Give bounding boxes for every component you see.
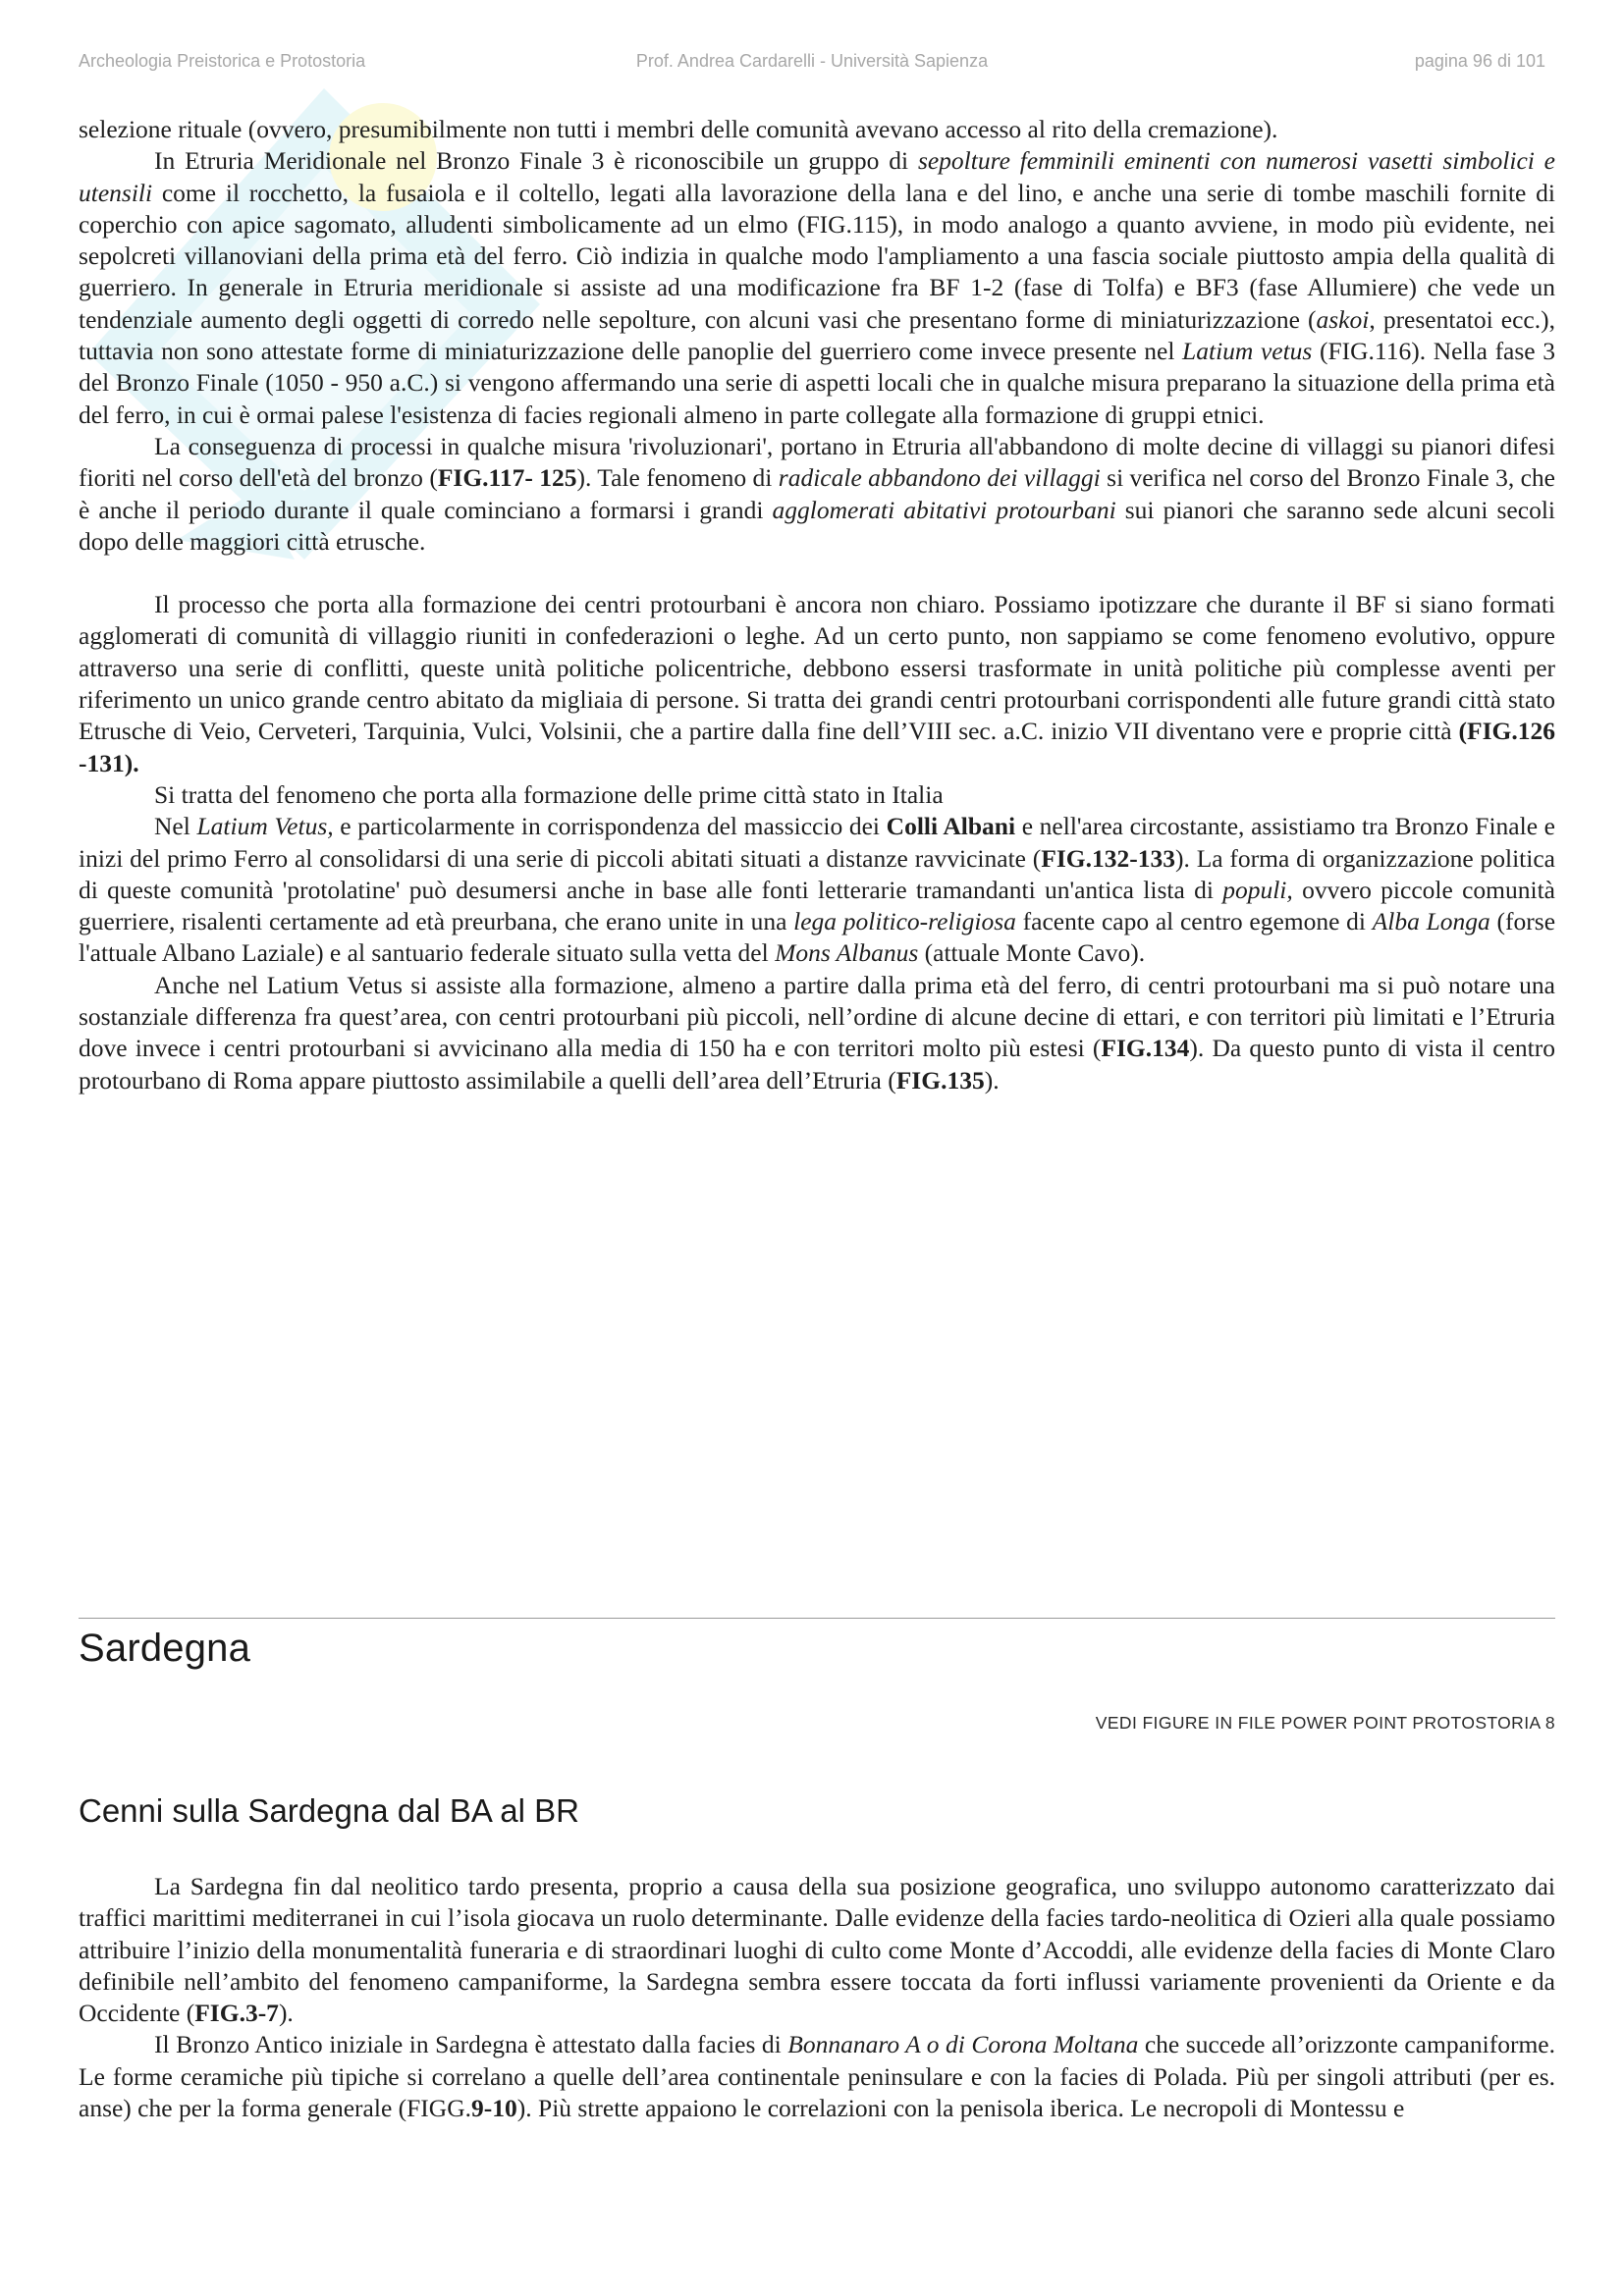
paragraph-9: Il Bronzo Antico iniziale in Sardegna è attestato dalla facies di Bonnanaro A o di Corona Moltana che succede all’orizzonte campaniforme. Le forme ceramiche più tipiche si correlano a quelle dell’area continentale peninsulare e con la facies di Polada. Più per singoli attributi (per es. anse) che per la forma generale (FIGG.9-10). Più strette appaiono le correlazioni con la penisola iberica. Le necropoli di Montessu e	[79, 2030, 1555, 2123]
paragraph-2: In Etruria Meridionale nel Bronzo Finale 3 è riconoscibile un gruppo di sepolture femminili eminenti con numerosi vasetti simbolici e utensili come il rocchetto, la fusaiola e il coltello, legati alla lavorazione della lana e del lino, e anche una serie di tombe maschili fornite di coperchio con apice sagomato, alludenti simbolicamente ad un elmo (FIG.115), in modo analogo a quanto avviene, in modo più evidente, nei sepolcreti villanoviani della prima età del ferro. Ciò indizia in qualche modo l'ampliamento a una fascia sociale piuttosto ampia della qualità di guerriero. In generale in Etruria meridionale si assiste ad una modificazione fra BF 1-2 (fase di Tolfa) e BF3 (fase Allumiere) che vede un tendenziale aumento degli oggetti di corredo nelle sepolture, con alcuni vasi che presentano forme di miniaturizzazione (askoi, presentatoi ecc.), tuttavia non sono attestate forme di miniaturizzazione delle panoplie del guerriero come invece presente nel Latium vetus (FIG.116). Nella fase 3 del Bronzo Finale (1050 - 950 a.C.) si vengono affermando una serie di aspetti locali che in qualche misura preparano la situazione della prima età del ferro, in cui è ormai palese l'esistenza di facies regionali almeno in parte collegate alla formazione di gruppi etnici.	[79, 146, 1555, 429]
paragraph-7: Anche nel Latium Vetus si assiste alla formazione, almeno a partire dalla prima età del ferro, di centri protourbani ma si può notare una sostanziale differenza fra quest’area, con centri protourbani più piccoli, nell’ordine di alcune decine di ettari, e con territori più limitati e l’Etruria dove invece i centri protourbani si avvicinano alla media di 150 ha e con territori molto più estesi (FIG.134). Da questo punto di vista il centro protourbano di Roma appare piuttosto assimilabile a quelli dell’area dell’Etruria (FIG.135).	[79, 970, 1556, 1095]
paragraph-1: selezione rituale (ovvero, presumibilmente non tutti i membri delle comunità avevano accesso al rito della cremazione).	[79, 115, 1278, 143]
subsection-title: Cenni sulla Sardegna dal BA al BR	[79, 1792, 579, 1829]
paragraph-8: La Sardegna fin dal neolitico tardo presenta, proprio a causa della sua posizione geografica, uno sviluppo autonomo caratterizzato dai traffici marittimi mediterranei in cui l’isola giocava un ruolo determinante. Dalle evidenze della facies tardo-neolitica di Ozieri alla quale possiamo attribuire l’inizio della monumentalità funeraria e di straordinari luoghi di culto come Monte d’Accoddi, alle evidenze della facies di Monte Claro definibile nell’ambito del fenomeno campaniforme, la Sardegna sembra essere toccata da forti influssi variamente provenienti da Oriente e da Occidente (FIG.3-7).	[79, 1872, 1555, 2028]
paragraph-3: La conseguenza di processi in qualche misura 'rivoluzionari', portano in Etruria all'abbandono di molte decine di villaggi su pianori difesi fioriti nel corso dell'età del bronzo (FIG.117- 125). Tale fenomeno di radicale abbandono dei villaggi si verifica nel corso del Bronzo Finale 3, che è anche il periodo durante il quale cominciano a formarsi i grandi agglomerati abitativi protourbani sui pianori che saranno sede alcuni secoli dopo delle maggiori città etrusche.	[79, 431, 1555, 556]
paragraph-4: Il processo che porta alla formazione dei centri protourbani è ancora non chiaro. Possiamo ipotizzare che durante il BF si siano formati agglomerati di comunità di villaggio riuniti in confederazioni o leghe. Ad un certo punto, non sappiamo se come fenomeno evolutivo, oppure attraverso una serie di conflitti, queste unità politiche policentriche, debbono essersi trasformate in unità politiche più complesse aventi per riferimento un unico grande centro abitato da migliaia di persone. Si tratta dei grandi centri protourbani corrispondenti alle future grandi città stato Etrusche di Veio, Cerveteri, Tarquinia, Vulci, Volsinii, che a partire dalla fine dell’VIII sec. a.C. inizio VII diventano vere e proprie città (FIG.126 -131).	[79, 590, 1555, 777]
body-text-bottom	[79, 1871, 1555, 2124]
header-author: Prof. Andrea Cardarelli - Università Sapienza	[635, 51, 989, 71]
header-course-title: Archeologia Preistorica e Protostoria	[79, 51, 366, 71]
section-title: Sardegna	[79, 1627, 251, 1670]
header-page-number: pagina 96 di 101	[1414, 51, 1545, 71]
running-header	[79, 51, 1545, 77]
paragraph-6: Nel Latium Vetus, e particolarmente in corrispondenza del massiccio dei Colli Albani e nell'area circostante, assistiamo tra Bronzo Finale e inizi del primo Ferro al consolidarsi di una serie di piccoli abitati situati a distanze ravvicinate (FIG.132-133). La forma di organizzazione politica di queste comunità 'protolatine' può desumersi anche in base alle fonti letterarie tramandanti un'antica lista di populi, ovvero piccole comunità guerriere, risalenti certamente ad età preurbana, che erano unite in una lega politico-religiosa facente capo al centro egemone di Alba Longa (forse l'attuale Albano Laziale) e al santuario federale situato sulla vetta del Mons Albanus (attuale Monte Cavo).	[79, 812, 1556, 968]
figure-reference-note: VEDI FIGURE IN FILE POWER POINT PROTOSTORIA 8	[1095, 1713, 1555, 1733]
section-divider	[79, 1618, 1555, 1619]
paragraph-5: Si tratta del fenomeno che porta alla formazione delle prime città stato in Italia	[154, 779, 944, 809]
body-text-top	[79, 114, 1555, 1096]
